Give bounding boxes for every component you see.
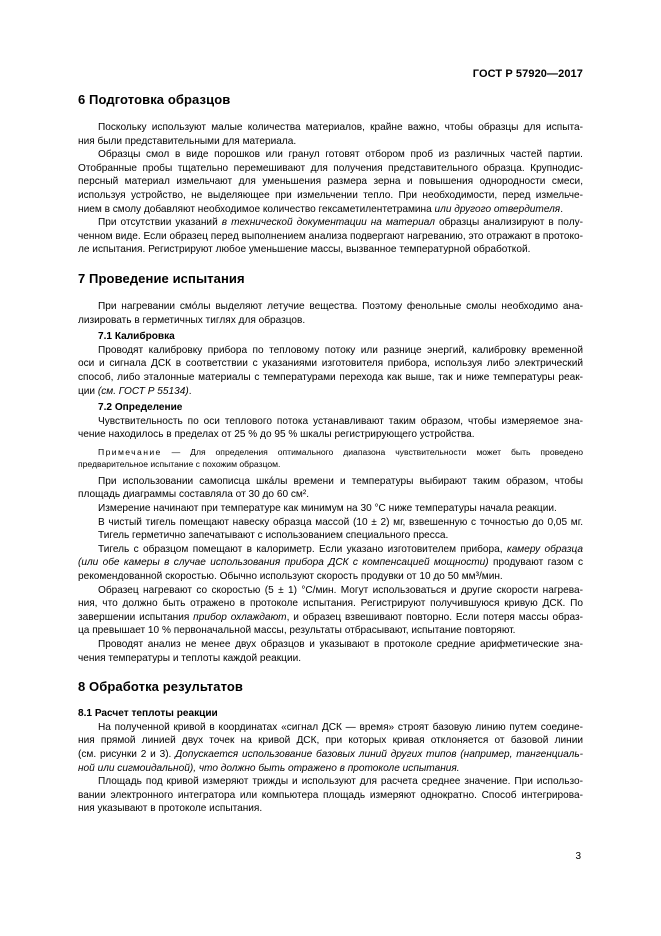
text-line: Чувствительность по оси теплового потока устанавливают таким образом, чтобы измеряемое зна-	[98, 415, 583, 427]
text-line: Отобранные пробы тщательно перемешивают для получения представительного образца. Крупнодис-	[78, 162, 583, 174]
text-run: — Для определения оптимального диапазона чувствительности может быть проведено	[161, 446, 583, 457]
section-6-heading: 6 Подготовка образцов	[78, 92, 231, 107]
text-run-italic: в технической документации на материал	[221, 217, 435, 229]
text-line: ченном виде. Если образец перед выполнением анализа подвергают нагреванию, это отражают в протоко-	[78, 230, 583, 242]
text-line	[78, 385, 583, 399]
section-6-paragraph-3	[78, 216, 583, 257]
text-run: , и образец взвешивают повторно. Если потеря массы образ-	[286, 611, 583, 623]
text-line: Площадь под кривой измеряют трижды и используют для расчета среднее значение. При использо-	[98, 776, 583, 788]
page-number: 3	[575, 851, 581, 862]
paragraph-calorimeter	[78, 543, 583, 584]
paragraph-recorder-scale	[78, 475, 583, 502]
text-run: .	[188, 385, 192, 397]
section-7-paragraph-1	[78, 300, 583, 327]
text-line: В чистый тигель помещают навеску образца массой (10 ± 2) мг, взвешенную с точностью до 0,05 мг.	[98, 516, 583, 528]
text-line: ния прямой линией двух точек на кривой ДСК, при которых кривая отклоняется от базовой линии	[78, 735, 583, 747]
text-line: персный материал измельчают для уменьшения размера зерна и повышения однородности смеси,	[78, 176, 583, 188]
text-line: предварительное испытание с похожим образцом.	[78, 458, 281, 469]
paragraph-sample-weighing	[78, 516, 583, 530]
text-line	[78, 446, 583, 458]
text-line	[78, 216, 583, 230]
text-line: При нагревании смóлы выделяют летучие вещества. Поэтому фенольные смолы необходимо ана-	[98, 300, 583, 312]
text-line: При использовании самописца шкáлы времени и температуры выбирают таким образом, чтобы	[98, 475, 583, 487]
text-run: ции	[78, 385, 98, 397]
document-code: ГОСТ Р 57920—2017	[472, 68, 583, 80]
subsection-8-1-paragraph-2	[78, 775, 583, 816]
text-run-italic: или другого отвердителя	[434, 203, 561, 215]
text-line: ния указывают в протоколе испытания.	[78, 803, 263, 815]
text-line: используя устройство, не выделяющее при измельчении тепло. При необходимости, перед измельче-	[78, 189, 583, 201]
text-line: рекомендованной скоростью. Обычно используют скорость продувки от 10 до 50 мм³/мин.	[78, 571, 503, 583]
text-line	[78, 556, 583, 570]
text-line: Образец нагревают со скоростью (5 ± 1) °С/мин. Могут использоваться и другие скорости нагрева-	[98, 584, 583, 596]
text-line: Тигель герметично запечатывают с использованием специального пресса.	[98, 530, 449, 542]
text-line: ния были представительными для материала.	[78, 135, 297, 147]
note-label: Примечание	[98, 446, 162, 457]
text-line: ной или сигмоидальной), что должно быть отражено в протоколе испытания.	[78, 762, 460, 774]
text-run: Тигель с образцом помещают в калориметр. Если указано изготовителем прибора,	[98, 543, 507, 555]
text-line: площадь диаграммы составляла от 30 до 60 см².	[78, 489, 310, 501]
text-run: нием в смолу добавляют необходимое количество гексаметилентетрамина	[78, 203, 435, 215]
section-6-paragraph-1	[78, 121, 583, 148]
text-run-italic: прибор охлаждают	[193, 611, 287, 623]
section-8-heading: 8 Обработка результатов	[78, 679, 244, 695]
text-line: ца превышает 10 % первоначальной массы, результаты отбрасывают, испытание повторяют.	[78, 625, 516, 637]
page-content	[78, 92, 583, 816]
text-run-italic: (или обе камеры в случае использования прибора ДСК с компенсацией мощности)	[78, 557, 489, 569]
subsection-7-1-heading: 7.1 Калибровка	[98, 331, 175, 343]
text-run: образцы анализируют в полу-	[434, 217, 583, 229]
text-line	[78, 543, 583, 557]
text-line: Проводят анализ не менее двух образцов и указывают в протоколе средние арифметические зна-	[98, 639, 583, 650]
subsection-7-2-heading: 7.2 Определение	[98, 402, 183, 414]
note-block	[78, 446, 583, 470]
text-line: ле испытания. Регистрируют любое уменьшение массы, вызванное температурной обработкой.	[78, 244, 531, 256]
text-line	[78, 748, 583, 762]
subsection-8-1-heading: 8.1 Расчет теплоты реакции	[78, 708, 218, 720]
subsection-7-2-paragraph	[78, 415, 583, 442]
text-run: продувают газом с	[488, 557, 583, 569]
text-run-italic: камеру образца	[506, 543, 584, 555]
text-line	[78, 611, 583, 625]
text-line: вании электронного интегратора или компьютера площадь измеряют однократно. Способ интегрирова-	[78, 789, 583, 801]
section-7-heading: 7 Проведение испытания	[78, 270, 245, 286]
paragraph-crucible-seal	[78, 529, 583, 543]
text-line: Поскольку используют малые количества материалов, крайне важно, чтобы образцы для испыта-	[98, 122, 583, 133]
text-line: чение находилось в пределах от 25 % до 95 % шкалы регистрирующего устройства.	[78, 429, 475, 441]
paragraph-heating	[78, 584, 583, 638]
text-run: .	[560, 203, 564, 215]
text-line: чения температуры и теплоты каждой реакции.	[78, 652, 302, 664]
text-run: завершении испытания	[78, 611, 194, 623]
text-line: На полученной кривой в координатах «сигнал ДСК — время» строят базовую линию путем соедине-	[98, 721, 583, 733]
text-run: (см. рисунки 2 и 3).	[78, 748, 176, 760]
text-line: оси и сигнала ДСК в соответствии с указаниями изготовителя прибора, используя либо электрический	[78, 358, 583, 370]
subsection-7-1-paragraph	[78, 344, 583, 398]
text-run: При отсутствии указаний	[98, 217, 222, 229]
text-line: Проводят калибровку прибора по тепловому потоку или разнице энергий, калибровку временной	[98, 344, 583, 356]
text-line: лизировать в герметичных тиглях для образцов.	[78, 314, 306, 326]
section-6-paragraph-2	[78, 148, 583, 216]
text-line: Образцы смол в виде порошков или гранул готовят отбором проб из различных частей партии.	[98, 149, 583, 161]
paragraph-measurement-start	[78, 502, 583, 516]
subsection-8-1-paragraph-1	[78, 721, 583, 775]
text-run-italic: Допускается использование базовых линий других типов (например, тангенциаль-	[175, 748, 583, 760]
text-line: способ, либо эталонные материалы с температурами перехода как выше, так и ниже температуры реак-	[78, 371, 583, 383]
text-line: Измерение начинают при температуре как минимум на 30 °С ниже температуры начала реакции.	[98, 503, 557, 515]
text-line	[78, 203, 583, 217]
text-run-italic: (см. ГОСТ Р 55134)	[97, 385, 189, 397]
paragraph-analysis-count	[78, 638, 583, 665]
text-line: ния, что должно быть отражено в протоколе испытания. Регистрируют получившуюся кривую ДСК. По	[78, 598, 583, 610]
